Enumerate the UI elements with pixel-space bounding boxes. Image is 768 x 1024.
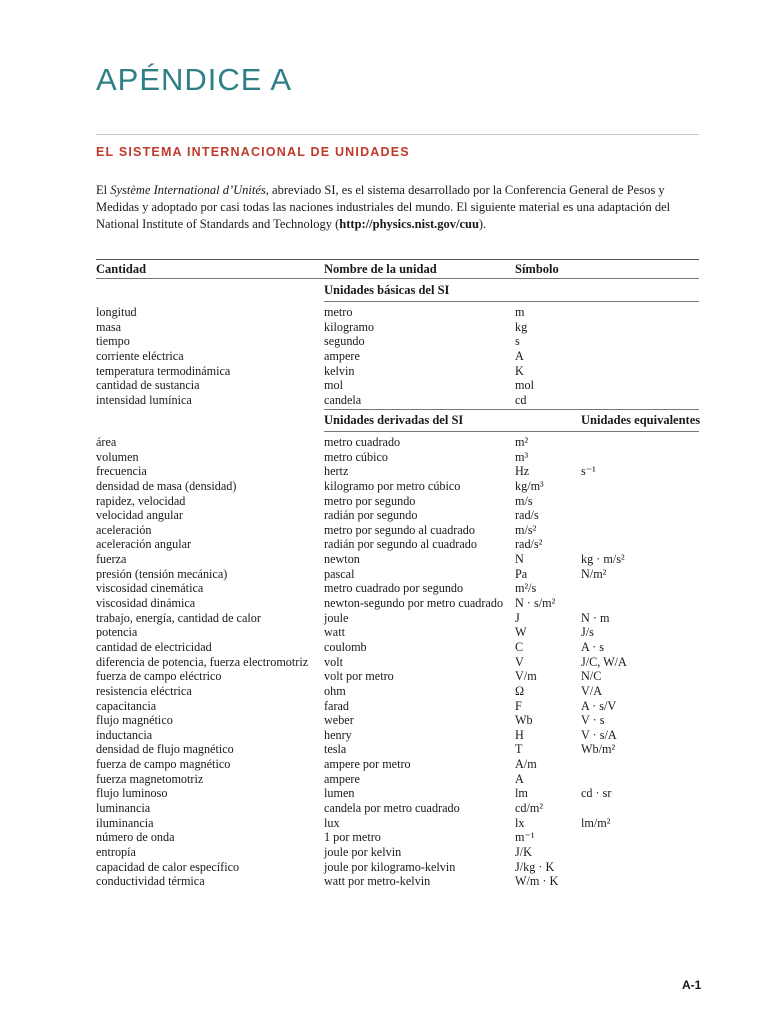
- unit-name-cell: 1 por metro: [324, 830, 381, 845]
- table-row: [96, 845, 700, 860]
- symbol-cell: Ω: [515, 683, 525, 698]
- quantity-cell: entropía: [96, 844, 136, 859]
- derived-units-heading: Unidades derivadas del SI: [324, 413, 464, 427]
- quantity-cell: luminancia: [96, 801, 151, 816]
- table-row: [96, 640, 700, 655]
- table-row: [96, 537, 700, 552]
- quantity-cell: cantidad de electricidad: [96, 639, 212, 654]
- table-row: [96, 757, 700, 772]
- unit-name-cell: radián por segundo al cuadrado: [324, 537, 477, 552]
- table-row: [96, 479, 700, 494]
- quantity-cell: temperatura termodinámica: [96, 363, 231, 378]
- symbol-cell: lm: [515, 786, 528, 801]
- symbol-cell: N: [515, 552, 524, 567]
- symbol-cell: rad/s²: [515, 537, 543, 552]
- quantity-cell: viscosidad cinemática: [96, 581, 204, 596]
- page-number: A-1: [682, 978, 702, 992]
- equivalent-cell: cd · sr: [581, 786, 612, 801]
- derived-units-table: [96, 435, 700, 889]
- basic-units-table: [96, 305, 700, 407]
- table-row: [96, 494, 700, 509]
- quantity-cell: fuerza de campo magnético: [96, 757, 231, 772]
- symbol-cell: m²/s: [515, 581, 537, 596]
- symbol-cell: m/s²: [515, 522, 537, 537]
- equivalent-cell: V · s: [581, 713, 605, 728]
- table-row: [96, 874, 700, 889]
- table-row: [96, 349, 700, 364]
- intro-text-2: , abreviado SI, es el sistema desarrollado por la Conferencia General de Pesos y Medidas y adoptado por casi todas las naciones industriales del mundo. El siguiente material es una adaptación del National Institute of Standards and Technology (: [96, 183, 671, 231]
- basic-units-rule: [324, 301, 699, 302]
- table-row: [96, 378, 700, 393]
- unit-name-cell: kilogramo: [324, 319, 375, 334]
- table-row: [96, 508, 700, 523]
- quantity-cell: aceleración: [96, 522, 152, 537]
- header-symbol: Símbolo: [515, 262, 559, 276]
- symbol-cell: W/m · K: [515, 874, 559, 889]
- table-row: [96, 742, 700, 757]
- symbol-cell: m⁻¹: [515, 830, 535, 845]
- quantity-cell: aceleración angular: [96, 537, 192, 552]
- quantity-cell: capacidad de calor específico: [96, 859, 240, 874]
- symbol-cell: C: [515, 639, 524, 654]
- unit-name-cell: radián por segundo: [324, 508, 418, 523]
- equivalent-cell: V · s/A: [581, 727, 617, 742]
- unit-name-cell: candela: [324, 392, 362, 407]
- unit-name-cell: coulomb: [324, 639, 367, 654]
- quantity-cell: longitud: [96, 305, 137, 319]
- quantity-cell: potencia: [96, 625, 138, 640]
- intro-italic: Système International d’Unités: [110, 183, 266, 197]
- symbol-cell: lx: [515, 815, 525, 830]
- symbol-cell: J/K: [515, 844, 532, 859]
- table-row: [96, 713, 700, 728]
- quantity-cell: diferencia de potencia, fuerza electromotriz: [96, 654, 309, 669]
- symbol-cell: m²: [515, 435, 529, 449]
- equivalent-cell: A · s: [581, 639, 605, 654]
- table-row: [96, 393, 700, 408]
- table-row: [96, 464, 700, 479]
- quantity-cell: tiempo: [96, 334, 130, 349]
- symbol-cell: N · s/m²: [515, 596, 556, 611]
- symbol-cell: kg: [515, 319, 528, 334]
- symbol-cell: Wb: [515, 713, 533, 728]
- equivalent-cell: s⁻¹: [581, 464, 596, 479]
- quantity-cell: conductividad térmica: [96, 874, 205, 889]
- unit-name-cell: tesla: [324, 742, 347, 757]
- table-row: [96, 305, 700, 320]
- quantity-cell: área: [96, 435, 117, 449]
- table-row: [96, 450, 700, 465]
- equivalent-cell: A · s/V: [581, 698, 617, 713]
- symbol-cell: mol: [515, 378, 534, 393]
- unit-name-cell: joule por kelvin: [324, 844, 402, 859]
- equivalent-cell: V/A: [581, 683, 602, 698]
- equivalent-cell: lm/m²: [581, 815, 611, 830]
- quantity-cell: masa: [96, 319, 122, 334]
- page-title: APÉNDICE A: [96, 62, 293, 97]
- equivalent-cell: Wb/m²: [581, 742, 616, 757]
- unit-name-cell: lumen: [324, 786, 355, 801]
- basic-units-heading: Unidades básicas del SI: [324, 283, 450, 297]
- quantity-cell: viscosidad dinámica: [96, 596, 196, 611]
- unit-name-cell: kilogramo por metro cúbico: [324, 478, 461, 493]
- table-row: [96, 435, 700, 450]
- symbol-cell: V/m: [515, 669, 537, 684]
- table-row: [96, 581, 700, 596]
- header-quantity: Cantidad: [96, 262, 147, 276]
- table-row: [96, 816, 700, 831]
- unit-name-cell: watt por metro-kelvin: [324, 874, 431, 889]
- section-heading: EL SISTEMA INTERNACIONAL DE UNIDADES: [96, 145, 410, 159]
- symbol-cell: m³: [515, 449, 529, 464]
- symbol-cell: m: [515, 305, 525, 319]
- unit-name-cell: segundo: [324, 334, 365, 349]
- quantity-cell: flujo magnético: [96, 713, 173, 728]
- unit-name-cell: kelvin: [324, 363, 355, 378]
- table-row: [96, 596, 700, 611]
- table-row: [96, 772, 700, 787]
- unit-name-cell: ampere por metro: [324, 757, 411, 772]
- table-row: [96, 552, 700, 567]
- quantity-cell: fuerza: [96, 552, 127, 567]
- header-rule: [96, 278, 699, 279]
- equivalent-cell: J/C, W/A: [581, 654, 627, 669]
- equivalent-units-heading: Unidades equivalentes: [581, 413, 701, 427]
- unit-name-cell: mol: [324, 378, 343, 393]
- unit-name-cell: ohm: [324, 683, 346, 698]
- quantity-cell: intensidad lumínica: [96, 392, 192, 407]
- unit-name-cell: metro: [324, 305, 353, 319]
- equivalent-cell: N/C: [581, 669, 602, 684]
- symbol-cell: T: [515, 742, 523, 757]
- table-row: [96, 320, 700, 335]
- unit-name-cell: joule por kilogramo-kelvin: [324, 859, 456, 874]
- table-row: [96, 786, 700, 801]
- symbol-cell: A/m: [515, 757, 537, 772]
- quantity-cell: número de onda: [96, 830, 175, 845]
- table-row: [96, 801, 700, 816]
- symbol-cell: H: [515, 727, 524, 742]
- quantity-cell: flujo luminoso: [96, 786, 168, 801]
- quantity-cell: iluminancia: [96, 815, 154, 830]
- table-row: [96, 699, 700, 714]
- quantity-cell: fuerza magnetomotriz: [96, 771, 204, 786]
- unit-name-cell: newton: [324, 552, 360, 567]
- table-row: [96, 611, 700, 626]
- symbol-cell: A: [515, 771, 524, 786]
- symbol-cell: m/s: [515, 493, 533, 508]
- quantity-cell: presión (tensión mecánica): [96, 566, 228, 581]
- unit-name-cell: farad: [324, 698, 350, 713]
- symbol-cell: F: [515, 698, 522, 713]
- quantity-cell: inductancia: [96, 727, 153, 742]
- unit-name-cell: hertz: [324, 464, 349, 479]
- unit-name-cell: metro por segundo: [324, 493, 416, 508]
- unit-name-cell: volt: [324, 654, 343, 669]
- quantity-cell: cantidad de sustancia: [96, 378, 200, 393]
- unit-name-cell: weber: [324, 713, 354, 728]
- equivalent-cell: kg · m/s²: [581, 552, 625, 567]
- intro-text-1: El: [96, 183, 111, 197]
- table-row: [96, 655, 700, 670]
- quantity-cell: corriente eléctrica: [96, 348, 184, 363]
- nist-link[interactable]: http://physics.nist.gov/cuu: [339, 217, 479, 231]
- quantity-cell: velocidad angular: [96, 508, 183, 523]
- table-row: [96, 728, 700, 743]
- unit-name-cell: lux: [324, 815, 340, 830]
- unit-name-cell: pascal: [324, 566, 355, 581]
- quantity-cell: densidad de flujo magnético: [96, 742, 234, 757]
- title-divider: [96, 134, 699, 135]
- quantity-cell: frecuencia: [96, 464, 147, 479]
- table-row: [96, 860, 700, 875]
- table-top-rule: [96, 259, 699, 260]
- symbol-cell: W: [515, 625, 527, 640]
- symbol-cell: cd/m²: [515, 801, 544, 816]
- table-row: [96, 334, 700, 349]
- symbol-cell: cd: [515, 392, 527, 407]
- table-row: [96, 364, 700, 379]
- symbol-cell: Pa: [515, 566, 528, 581]
- equivalent-cell: N · m: [581, 610, 610, 625]
- table-row: [96, 523, 700, 538]
- symbol-cell: s: [515, 334, 520, 349]
- symbol-cell: J/kg · K: [515, 859, 555, 874]
- symbol-cell: A: [515, 348, 524, 363]
- table-row: [96, 567, 700, 582]
- intro-text-3: ).: [478, 217, 487, 231]
- header-unit-name: Nombre de la unidad: [324, 262, 437, 276]
- quantity-cell: capacitancia: [96, 698, 157, 713]
- unit-name-cell: ampere: [324, 348, 360, 363]
- symbol-cell: K: [515, 363, 524, 378]
- quantity-cell: fuerza de campo eléctrico: [96, 669, 222, 684]
- symbol-cell: J: [515, 610, 520, 625]
- derived-units-rule: [324, 431, 699, 432]
- equivalent-cell: J/s: [581, 625, 594, 640]
- quantity-cell: rapidez, velocidad: [96, 493, 186, 508]
- symbol-cell: V: [515, 654, 524, 669]
- quantity-cell: trabajo, energía, cantidad de calor: [96, 610, 261, 625]
- unit-name-cell: joule: [324, 610, 349, 625]
- unit-name-cell: watt: [324, 625, 345, 640]
- unit-name-cell: volt por metro: [324, 669, 394, 684]
- symbol-cell: rad/s: [515, 508, 539, 523]
- unit-name-cell: henry: [324, 727, 352, 742]
- unit-name-cell: candela por metro cuadrado: [324, 801, 460, 816]
- intro-paragraph: [96, 182, 700, 233]
- table-row: [96, 830, 700, 845]
- derived-top-rule: [324, 409, 699, 410]
- quantity-cell: densidad de masa (densidad): [96, 478, 237, 493]
- symbol-cell: kg/m³: [515, 478, 544, 493]
- quantity-cell: volumen: [96, 449, 139, 464]
- unit-name-cell: metro cuadrado por segundo: [324, 581, 464, 596]
- unit-name-cell: metro por segundo al cuadrado: [324, 522, 475, 537]
- equivalent-cell: N/m²: [581, 566, 607, 581]
- unit-name-cell: metro cúbico: [324, 449, 388, 464]
- unit-name-cell: newton-segundo por metro cuadrado: [324, 596, 504, 611]
- quantity-cell: resistencia eléctrica: [96, 683, 192, 698]
- unit-name-cell: metro cuadrado: [324, 435, 401, 449]
- table-row: [96, 625, 700, 640]
- symbol-cell: Hz: [515, 464, 530, 479]
- table-row: [96, 684, 700, 699]
- table-row: [96, 669, 700, 684]
- unit-name-cell: ampere: [324, 771, 360, 786]
